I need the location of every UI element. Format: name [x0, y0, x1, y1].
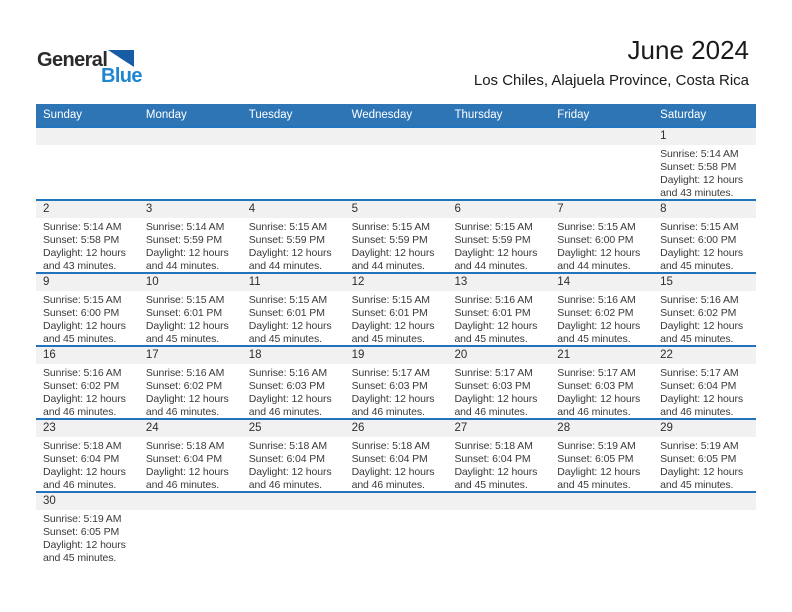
day-number-band — [36, 128, 756, 145]
day-detail-line: Sunrise: 5:14 AM — [43, 221, 122, 233]
day-number: 15 — [660, 276, 673, 288]
day-detail-line: Sunset: 5:59 PM — [145, 234, 222, 246]
weekday-header-friday: Friday — [557, 109, 590, 121]
day-detail-line: and 45 minutes. — [351, 333, 425, 345]
day-details — [139, 364, 242, 418]
day-detail-line: and 44 minutes. — [145, 260, 220, 272]
day-detail-line: Sunset: 6:02 PM — [660, 307, 737, 319]
page-title: June 2024 — [627, 35, 749, 65]
day-detail-line: Sunset: 6:01 PM — [351, 307, 428, 319]
calendar — [36, 104, 756, 564]
day-number-band — [36, 420, 756, 437]
day-detail-line: and 44 minutes. — [557, 260, 631, 272]
day-detail-line: Sunrise: 5:18 AM — [351, 440, 430, 452]
day-details — [447, 437, 550, 491]
day-details — [36, 364, 139, 418]
day-detail-line: Sunset: 6:05 PM — [557, 453, 634, 465]
empty-day-number — [139, 493, 242, 510]
day-number: 14 — [557, 276, 571, 288]
day-detail-line: and 43 minutes. — [660, 187, 734, 199]
day-detail-line: and 45 minutes. — [248, 333, 322, 345]
day-detail-band — [36, 145, 756, 199]
day-detail-line: Sunset: 5:59 PM — [351, 234, 428, 246]
day-number: 5 — [351, 203, 358, 215]
day-details — [345, 437, 448, 491]
day-detail-line: Sunrise: 5:15 AM — [43, 294, 122, 306]
empty-day-number — [139, 128, 242, 145]
day-detail-line: Daylight: 12 hours — [43, 466, 126, 478]
day-number: 30 — [43, 495, 56, 507]
day-detail-line: Sunrise: 5:19 AM — [43, 513, 122, 525]
day-number: 27 — [454, 422, 468, 434]
week-row — [36, 491, 756, 564]
day-detail-line: Daylight: 12 hours — [248, 466, 332, 478]
empty-day-number — [550, 128, 653, 145]
day-detail-line: Daylight: 12 hours — [351, 466, 435, 478]
day-detail-line: and 44 minutes. — [454, 260, 528, 272]
day-details — [550, 437, 653, 491]
day-detail-line: and 46 minutes. — [43, 479, 117, 491]
day-number: 10 — [145, 276, 159, 288]
day-detail-line: Sunset: 6:04 PM — [145, 453, 222, 465]
day-detail-line: Daylight: 12 hours — [454, 320, 538, 332]
day-detail-line: Sunset: 5:58 PM — [43, 234, 120, 246]
day-detail-line: Sunrise: 5:16 AM — [454, 294, 533, 306]
logo-text-blue: Blue — [101, 65, 142, 87]
day-detail-line: Daylight: 12 hours — [351, 393, 435, 405]
day-detail-line: Sunset: 6:01 PM — [248, 307, 325, 319]
day-detail-line: Sunrise: 5:18 AM — [145, 440, 225, 452]
day-details — [36, 291, 139, 345]
day-number: 22 — [660, 349, 673, 361]
day-number: 20 — [454, 349, 468, 361]
day-detail-line: Sunset: 6:00 PM — [660, 234, 737, 246]
day-detail-line: and 45 minutes. — [43, 333, 117, 345]
day-detail-line: and 45 minutes. — [43, 552, 117, 564]
day-detail-line: and 46 minutes. — [351, 406, 425, 418]
day-detail-line: Sunset: 6:05 PM — [43, 526, 120, 538]
day-detail-line: Sunrise: 5:18 AM — [454, 440, 533, 452]
day-detail-line: Daylight: 12 hours — [43, 320, 126, 332]
weekday-header-row — [36, 104, 756, 126]
day-details — [447, 218, 550, 272]
day-detail-line: Sunset: 6:02 PM — [43, 380, 120, 392]
empty-day-number — [653, 493, 756, 510]
day-detail-line: and 45 minutes. — [660, 260, 734, 272]
day-details — [242, 364, 345, 418]
day-details — [345, 218, 448, 272]
week-row — [36, 126, 756, 199]
day-details — [447, 291, 550, 345]
day-detail-line: Daylight: 12 hours — [557, 466, 641, 478]
day-number: 26 — [351, 422, 365, 434]
day-detail-line: Daylight: 12 hours — [145, 466, 229, 478]
day-details — [550, 364, 653, 418]
day-number: 19 — [351, 349, 365, 361]
day-detail-line: Sunrise: 5:16 AM — [248, 367, 328, 379]
day-detail-line: Sunset: 6:03 PM — [351, 380, 428, 392]
day-detail-line: Daylight: 12 hours — [454, 247, 538, 259]
day-detail-line: Sunset: 6:04 PM — [248, 453, 325, 465]
day-detail-line: and 46 minutes. — [145, 406, 220, 418]
day-number: 8 — [660, 203, 667, 215]
day-number: 23 — [43, 422, 56, 434]
day-detail-line: Daylight: 12 hours — [43, 539, 126, 551]
day-detail-line: and 46 minutes. — [660, 406, 734, 418]
day-detail-band — [36, 218, 756, 272]
day-detail-line: Daylight: 12 hours — [454, 393, 538, 405]
empty-day-number — [242, 128, 345, 145]
day-detail-line: Daylight: 12 hours — [660, 393, 743, 405]
day-details — [139, 437, 242, 491]
day-detail-band — [36, 364, 756, 418]
day-detail-line: Sunrise: 5:17 AM — [454, 367, 533, 379]
calendar-grid — [36, 126, 756, 564]
day-details — [653, 145, 756, 199]
day-detail-line: and 45 minutes. — [454, 333, 528, 345]
empty-day-details — [345, 510, 448, 564]
day-number: 25 — [248, 422, 262, 434]
day-details — [36, 218, 139, 272]
day-detail-line: Sunset: 6:03 PM — [454, 380, 531, 392]
day-detail-line: Daylight: 12 hours — [660, 247, 743, 259]
empty-day-number — [345, 493, 448, 510]
day-detail-line: Sunrise: 5:17 AM — [351, 367, 430, 379]
day-details — [242, 437, 345, 491]
day-detail-line: Sunset: 6:01 PM — [454, 307, 531, 319]
day-detail-line: and 45 minutes. — [557, 479, 631, 491]
day-detail-line: Sunrise: 5:16 AM — [43, 367, 122, 379]
day-detail-line: and 45 minutes. — [454, 479, 528, 491]
empty-day-number — [345, 128, 448, 145]
day-detail-line: Daylight: 12 hours — [660, 466, 743, 478]
day-detail-line: Daylight: 12 hours — [248, 320, 332, 332]
day-detail-line: Daylight: 12 hours — [351, 320, 435, 332]
day-detail-line: Daylight: 12 hours — [248, 393, 332, 405]
empty-day-number — [242, 493, 345, 510]
day-number: 24 — [145, 422, 159, 434]
day-detail-line: Sunrise: 5:18 AM — [43, 440, 122, 452]
week-row — [36, 199, 756, 272]
day-details — [550, 291, 653, 345]
day-number-band — [36, 274, 756, 291]
day-detail-line: and 45 minutes. — [557, 333, 631, 345]
day-number: 21 — [557, 349, 571, 361]
day-detail-line: Sunrise: 5:15 AM — [557, 221, 636, 233]
week-row — [36, 272, 756, 345]
day-detail-line: Sunrise: 5:14 AM — [145, 221, 225, 233]
day-detail-line: Daylight: 12 hours — [557, 393, 641, 405]
empty-day-details — [36, 145, 139, 199]
day-detail-line: Sunset: 5:58 PM — [660, 161, 737, 173]
day-details — [653, 218, 756, 272]
day-details — [345, 291, 448, 345]
weekday-header-saturday: Saturday — [660, 109, 707, 121]
day-number: 2 — [43, 203, 50, 215]
day-detail-line: Sunset: 6:02 PM — [145, 380, 222, 392]
day-detail-line: and 46 minutes. — [43, 406, 117, 418]
empty-day-details — [139, 510, 242, 564]
day-detail-line: and 45 minutes. — [660, 479, 734, 491]
weekday-header-sunday: Sunday — [43, 109, 83, 121]
logo-text-general: General — [37, 49, 108, 71]
weekday-header-monday: Monday — [145, 109, 187, 121]
day-details — [242, 291, 345, 345]
day-detail-line: Daylight: 12 hours — [145, 393, 229, 405]
day-detail-line: Sunrise: 5:18 AM — [248, 440, 328, 452]
day-number: 28 — [557, 422, 571, 434]
day-detail-line: Sunrise: 5:17 AM — [557, 367, 636, 379]
day-details — [345, 364, 448, 418]
day-detail-line: Sunrise: 5:15 AM — [660, 221, 739, 233]
day-detail-line: and 46 minutes. — [454, 406, 528, 418]
day-detail-line: Sunrise: 5:15 AM — [145, 294, 225, 306]
day-detail-band — [36, 510, 756, 564]
day-detail-line: and 45 minutes. — [660, 333, 734, 345]
day-detail-line: and 46 minutes. — [248, 406, 322, 418]
day-detail-line: Sunrise: 5:16 AM — [660, 294, 739, 306]
day-number-band — [36, 347, 756, 364]
day-detail-line: Daylight: 12 hours — [43, 247, 126, 259]
empty-day-details — [242, 145, 345, 199]
day-detail-line: Sunset: 6:03 PM — [248, 380, 325, 392]
week-row — [36, 418, 756, 491]
day-detail-line: Sunset: 6:02 PM — [557, 307, 634, 319]
day-detail-line: Daylight: 12 hours — [248, 247, 332, 259]
day-details — [139, 291, 242, 345]
week-row — [36, 345, 756, 418]
day-number-band — [36, 493, 756, 510]
day-detail-line: Sunset: 6:03 PM — [557, 380, 634, 392]
day-detail-line: Daylight: 12 hours — [454, 466, 538, 478]
empty-day-details — [447, 145, 550, 199]
day-detail-line: and 44 minutes. — [248, 260, 322, 272]
day-detail-line: Sunset: 5:59 PM — [454, 234, 531, 246]
day-number: 18 — [248, 349, 262, 361]
day-detail-line: Sunrise: 5:15 AM — [351, 221, 430, 233]
empty-day-details — [139, 145, 242, 199]
day-detail-line: and 45 minutes. — [145, 333, 220, 345]
day-detail-line: Sunrise: 5:15 AM — [248, 294, 328, 306]
day-detail-line: Sunset: 5:59 PM — [248, 234, 325, 246]
day-number: 7 — [557, 203, 564, 215]
day-detail-line: and 46 minutes. — [557, 406, 631, 418]
weekday-header-thursday: Thursday — [454, 109, 503, 121]
day-detail-line: Sunrise: 5:16 AM — [145, 367, 225, 379]
day-details — [653, 437, 756, 491]
day-number: 13 — [454, 276, 468, 288]
day-number: 29 — [660, 422, 673, 434]
day-number: 17 — [145, 349, 159, 361]
day-detail-line: Daylight: 12 hours — [660, 174, 743, 186]
day-detail-line: Sunset: 6:04 PM — [43, 453, 120, 465]
day-detail-line: Sunset: 6:04 PM — [351, 453, 428, 465]
day-detail-line: Daylight: 12 hours — [145, 247, 229, 259]
day-detail-line: Sunset: 6:00 PM — [43, 307, 120, 319]
day-number: 11 — [248, 276, 261, 288]
weekday-header-tuesday: Tuesday — [248, 109, 293, 121]
day-number-band — [36, 201, 756, 218]
day-detail-line: Sunrise: 5:15 AM — [454, 221, 533, 233]
day-details — [653, 291, 756, 345]
empty-day-details — [242, 510, 345, 564]
day-details — [36, 510, 139, 564]
day-detail-band — [36, 291, 756, 345]
day-detail-line: and 46 minutes. — [145, 479, 220, 491]
title-block — [474, 36, 749, 89]
day-number: 12 — [351, 276, 365, 288]
day-detail-line: Sunset: 6:04 PM — [660, 380, 737, 392]
day-number: 16 — [43, 349, 56, 361]
day-detail-line: Daylight: 12 hours — [145, 320, 229, 332]
empty-day-number — [447, 493, 550, 510]
weekday-header-wednesday: Wednesday — [351, 109, 413, 121]
day-details — [653, 364, 756, 418]
day-detail-line: Daylight: 12 hours — [557, 320, 641, 332]
day-details — [139, 218, 242, 272]
empty-day-number — [36, 128, 139, 145]
day-detail-line: and 44 minutes. — [351, 260, 425, 272]
empty-day-details — [653, 510, 756, 564]
empty-day-details — [550, 145, 653, 199]
day-detail-line: and 43 minutes. — [43, 260, 117, 272]
day-detail-line: Sunrise: 5:15 AM — [351, 294, 430, 306]
day-number: 3 — [145, 203, 153, 215]
empty-day-details — [345, 145, 448, 199]
page-subtitle: Los Chiles, Alajuela Province, Costa Rica — [473, 71, 749, 89]
empty-day-details — [447, 510, 550, 564]
day-detail-line: and 46 minutes. — [351, 479, 425, 491]
day-detail-line: Sunset: 6:01 PM — [145, 307, 222, 319]
day-detail-line: Daylight: 12 hours — [660, 320, 743, 332]
empty-day-number — [447, 128, 550, 145]
empty-day-number — [550, 493, 653, 510]
day-detail-line: Sunrise: 5:19 AM — [557, 440, 636, 452]
day-detail-line: Daylight: 12 hours — [557, 247, 641, 259]
day-detail-line: Sunset: 6:00 PM — [557, 234, 634, 246]
empty-day-details — [550, 510, 653, 564]
day-detail-line: Daylight: 12 hours — [43, 393, 126, 405]
day-detail-line: Sunrise: 5:14 AM — [660, 148, 739, 160]
day-detail-line: Sunrise: 5:17 AM — [660, 367, 739, 379]
day-number: 1 — [660, 130, 667, 142]
day-number: 9 — [43, 276, 50, 288]
day-number: 6 — [454, 203, 461, 215]
day-detail-line: Sunrise: 5:15 AM — [248, 221, 328, 233]
day-detail-line: Sunrise: 5:16 AM — [557, 294, 636, 306]
day-detail-line: Daylight: 12 hours — [351, 247, 435, 259]
day-details — [550, 218, 653, 272]
day-detail-line: Sunset: 6:05 PM — [660, 453, 737, 465]
day-detail-band — [36, 437, 756, 491]
day-detail-line: Sunset: 6:04 PM — [454, 453, 531, 465]
day-detail-line: and 46 minutes. — [248, 479, 322, 491]
day-number: 4 — [248, 203, 256, 215]
day-details — [447, 364, 550, 418]
day-detail-line: Sunrise: 5:19 AM — [660, 440, 739, 452]
general-blue-logo — [37, 50, 142, 87]
day-details — [242, 218, 345, 272]
day-details — [36, 437, 139, 491]
